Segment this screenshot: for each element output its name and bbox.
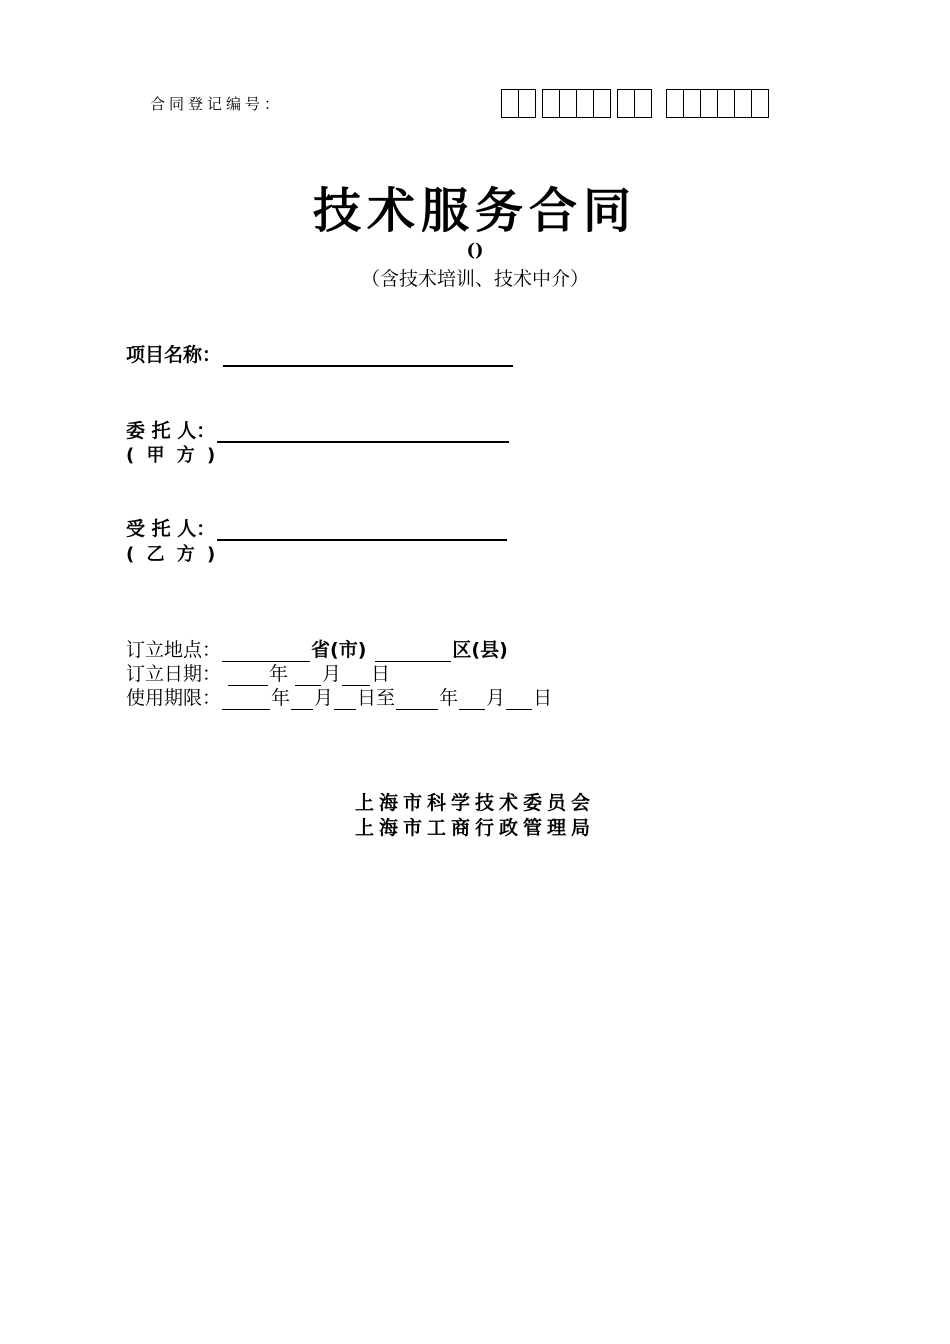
registration-box[interactable] — [667, 90, 684, 117]
end-month-label: 月 — [486, 687, 506, 709]
document-subtitle: （含技术培训、技术中介） — [360, 268, 589, 290]
start-month-blank[interactable] — [291, 691, 313, 710]
registration-box[interactable] — [718, 90, 735, 117]
registration-box[interactable] — [594, 90, 610, 117]
signing-date-row — [126, 662, 552, 686]
start-day-blank[interactable] — [334, 691, 356, 710]
registration-box[interactable] — [618, 90, 635, 117]
validity-period-row — [126, 686, 552, 710]
contractor-role: ( 乙 方 ) — [126, 544, 219, 565]
signing-info — [126, 638, 552, 710]
registration-box-group-4[interactable] — [666, 89, 769, 118]
province-blank[interactable] — [222, 643, 310, 662]
issuer-science-commission: 上海市科学技术委员会 — [354, 792, 595, 814]
start-month-label: 月 — [314, 687, 334, 709]
registration-box-group-1[interactable] — [501, 89, 536, 118]
client-input-line[interactable] — [217, 421, 509, 443]
signing-day-label: 日 — [371, 663, 391, 685]
signing-place-label: 订立地点： — [126, 639, 222, 661]
signing-year-blank[interactable] — [228, 667, 268, 686]
signing-month-blank[interactable] — [295, 667, 321, 686]
registration-box[interactable] — [701, 90, 718, 117]
contractor-field — [126, 514, 507, 541]
signing-year-label: 年 — [269, 663, 289, 685]
registration-number-boxes[interactable] — [501, 89, 769, 118]
client-role: ( 甲 方 ) — [126, 445, 219, 466]
start-year-blank[interactable] — [222, 691, 270, 710]
district-label: 区(县) — [452, 639, 508, 661]
start-year-label: 年 — [271, 687, 291, 709]
province-label: 省(市) — [311, 639, 367, 661]
end-year-blank[interactable] — [396, 691, 438, 710]
project-name-input-line[interactable] — [223, 345, 513, 367]
registration-box[interactable] — [577, 90, 594, 117]
registration-box[interactable] — [752, 90, 768, 117]
end-year-label: 年 — [439, 687, 459, 709]
registration-box[interactable] — [735, 90, 752, 117]
registration-box[interactable] — [543, 90, 560, 117]
signing-date-label: 订立日期： — [126, 663, 222, 685]
document-title: 技术服务合同 — [312, 183, 637, 239]
registration-box[interactable] — [560, 90, 577, 117]
signing-place-row — [126, 638, 552, 662]
registration-box[interactable] — [635, 90, 651, 117]
end-day-blank[interactable] — [506, 691, 532, 710]
project-name-label: 项目名称： — [126, 344, 222, 366]
project-name-field — [126, 340, 513, 367]
client-label: 委 托 人： — [126, 420, 216, 442]
signing-day-blank[interactable] — [342, 667, 370, 686]
signing-month-label: 月 — [322, 663, 342, 685]
end-day-label: 日 — [533, 687, 553, 709]
client-field — [126, 416, 509, 443]
registration-box[interactable] — [502, 90, 519, 117]
validity-period-label: 使用期限： — [126, 687, 222, 709]
title-parentheses: () — [466, 240, 484, 261]
issuer-industry-commerce-bureau: 上海市工商行政管理局 — [354, 817, 595, 839]
registration-box-group-2[interactable] — [542, 89, 611, 118]
registration-box[interactable] — [684, 90, 701, 117]
contractor-label: 受 托 人： — [126, 518, 216, 540]
registration-box[interactable] — [519, 90, 535, 117]
contractor-input-line[interactable] — [217, 519, 507, 541]
district-blank[interactable] — [375, 643, 451, 662]
registration-number-label: 合同登记编号： — [150, 95, 284, 113]
registration-box-group-3[interactable] — [617, 89, 652, 118]
start-day-to-label: 日至 — [357, 687, 396, 709]
end-month-blank[interactable] — [459, 691, 485, 710]
